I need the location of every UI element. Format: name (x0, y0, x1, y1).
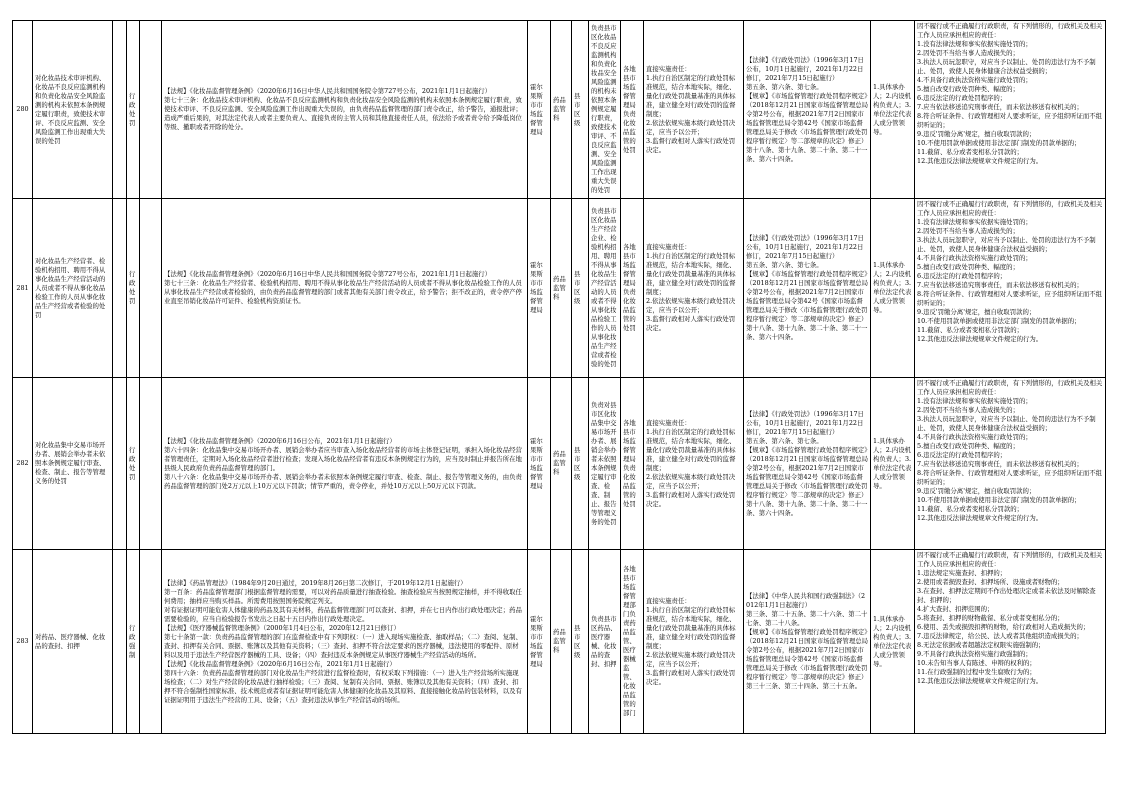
accountability-situations (915, 21, 1106, 199)
duty-law-basis-line: 【法律】《行政处罚法》（1996年3月17日公布，10月1日起施行，2021年1月22日修订，2021年7月15日起施行） (746, 55, 864, 82)
accountability-situations-line: 8.符合听证条件、行政管理相对人要求听证，应予组织听证而不组织听证的； (917, 112, 1103, 129)
accountability-situations-line: 3.执法人员玩忽职守，对应当予以制止、处罚的违法行为不予制止、处罚，致使人民身体健康合法权益受损的； (917, 415, 1096, 432)
duty-law-basis-line: 第五条、第六条、第七条。 (746, 82, 823, 91)
accountability-situations (915, 378, 1106, 550)
accountability-situations-line: 6.违反法定的行政处罚程序的； (917, 451, 1007, 459)
accountable-subject: 1.具体承办人；2.内设机构负责人；3.单位法定代表人或分管领导。 (871, 199, 915, 378)
duty-law-basis-line: 【规章】《市场监督管理行政处罚程序规定》（2018年12月21日国家市场监督管理总局令第2号公布，根据2021年7月2日国家市场监督管理总局令第42号《国家市场监督管理总局关于修改〈市场监督管理行政处罚程序暂行规定〉等二部规章的决定》修正） (746, 270, 868, 323)
accountability-situations-line: 8.符合听证条件、行政管理相对人要求听证，应予组织听证而不组织听证的； (917, 290, 1103, 307)
legal-basis-line: 【法律】《药品管理法》（1984年9月20日通过，2019年8月26日第二次修订，于2019年12月1日起施行） (164, 578, 467, 587)
accountable-subject: 1.具体承办人；2.内设机构负责人；3.单位法定代表人或分管领导。 (871, 21, 915, 199)
empty-cell (140, 378, 162, 550)
accountability-situations-line: 6.违反法定的行政处罚程序的； (917, 272, 1007, 280)
accountability-situations-line: 12.其他违反法律法规规章文件规定的行为。 (917, 157, 1043, 165)
accountability-situations-line: 12.其他违反法律法规规章文件规定的行为。 (917, 677, 1043, 685)
accountability-situations-line: 11.截留、私分或者变相私分罚款的； (917, 148, 1024, 156)
legal-basis (162, 199, 528, 378)
duty-content-line: 1.执行自治区制定的行政处罚标准规范，结合本地实际，细化、量化行政处罚裁量基准的具体标准，建立健全对行政处罚的监督制度； (646, 605, 736, 650)
department-name: 药品监管科 (551, 550, 572, 734)
duty-content-line: 直接实施责任： (646, 418, 691, 427)
item-name: 对药品、医疗器械、化妆品的查封、扣押 (33, 550, 113, 734)
duty-law-basis-line: 【规章】《市场监督管理行政处罚程序规定》（2018年12月21日国家市场监督管理总局令第2号公布，根据2021年7月2日国家市场监督管理总局令第42号《国家市场监督管理总局关于修改〈市场监督管理行政处罚程序暂行规定〉等二部规章的决定》修正） (746, 91, 868, 145)
duty-content-line: 2.依法依规实施本级行政处罚决定，应当予以公开； (646, 118, 736, 136)
empty-cell (113, 199, 127, 378)
empty-cell (113, 378, 127, 550)
agency-name: 霍尔果斯市市场监督管理局 (528, 550, 551, 734)
accountability-situations-line: 11.截留、私分或者变相私分罚款的； (917, 505, 1024, 513)
accountability-situations-line: 11.截留、私分或者变相私分罚款的； (917, 326, 1024, 334)
legal-basis-line: 第七十三条：化妆品技术审评机构、化妆品不良反应监测机构和负责化妆品安全风险监测的机构未依照本条例规定履行职责，致使技术审评、不良反应监测、安全风险监测工作出现重大失误的，由负责药品监督管理的部门责令改正，给予警告，通报批评；造成严重后果的，对其法定代表人或者主要负责人、直接负责的主管人员和其他直接责任人员，依法给予或者责令给予降低岗位等级、撤职或者开除的处分。 (164, 96, 522, 131)
row-number: 280 (13, 21, 33, 199)
responsibility-subject: 负责县市区化妆品生产经营企业、检验机构招用、聘用不得从事化妆品生产经营活动的人员或者不得从事化妆品检验工作的人员从事化妆品生产经营或者检验的处罚 (589, 199, 621, 378)
duty-content-line: 直接实施责任： (646, 243, 691, 251)
duty-law-basis-line: 第十八条、第十九条、第二十条、第二十一条、第六十四条。 (746, 145, 868, 163)
duty-content-line: 2.依法依规实施本级行政处罚决定，应当予以公开； (646, 472, 736, 490)
legal-basis-line: 【法规】《医疗器械监督管理条例》（2000年1月4日公布，2020年12月21日修订） (164, 623, 400, 632)
agency-name: 霍尔果斯市市场监督管理局 (528, 199, 551, 378)
accountability-situations-line: 8.无法定依据或者超越法定权限实施强制的； (917, 641, 1045, 649)
duty-law-basis (744, 199, 871, 378)
duty-law-basis-line: 【规章】《市场监督管理行政处罚程序规定》（2018年12月21日国家市场监督管理总局令第2号公布，根据2021年7月2日国家市场监督管理总局令第42号《国家市场监督管理总局关于修改〈市场监督管理行政处罚程序暂行规定〉等二部规章的决定》修正） (746, 628, 868, 681)
agency-name: 霍尔果斯市市场监督管理局 (528, 21, 551, 199)
accountability-situations-line: 10.不使用罚款单据或使用非法定部门制发的罚款单据的； (917, 496, 1081, 504)
accountability-situations-line: 4.不具备行政执法资格实施行政处罚的； (917, 254, 1032, 262)
accountability-situations-line: 2.因处罚不当给当事人造成损失的； (917, 49, 1019, 57)
legal-basis-line: 【法规】《化妆品监督管理条例》（2020年6月16日中华人民共和国国务院令第727号公布，2021年1月1日起施行） (164, 270, 492, 278)
empty-cell (140, 21, 162, 199)
accountability-situations-line: 5.将查封、扣押的财物截留、私分或者变相私分的； (917, 614, 1064, 622)
accountability-situations-line: 6.使用、丢失或损毁扣押的财物，给行政相对人造成损失的； (917, 623, 1090, 631)
accountability-situations (915, 550, 1106, 734)
power-list-table (12, 20, 1106, 734)
accountability-situations-line: 4.扩大查封、扣押范围的； (917, 605, 994, 613)
duty-content-line: 3.监督行政相对人落实行政处罚决定。 (646, 490, 736, 508)
duty-department: 各地县市场监督管理局负责化妆品监管的处罚 (621, 378, 644, 550)
empty-cell (113, 21, 127, 199)
duty-content (644, 550, 744, 734)
duty-law-basis-line: 【规章】《市场监督管理行政处罚程序规定》（2018年12月21日国家市场监督管理总局令第2号公布，根据2021年7月2日国家市场监督管理总局令第42号《国家市场监督管理总局关于修改〈市场监督管理行政处罚程序暂行规定〉等二部规章的决定》修正） (746, 445, 868, 499)
accountability-situations-line: 3.执法人员玩忽职守，对应当予以制止、处罚的违法行为不予制止、处罚，致使人民身体健康合法权益受损的； (917, 58, 1096, 75)
duty-content (644, 378, 744, 550)
legal-basis-line: 【法规】《化妆品监督管理条例》（2020年6月16日公布，2021年1月1日起施行） (164, 659, 396, 668)
accountability-situations-line: 1.没有法律法规和事实依据实施处罚的； (917, 397, 1032, 405)
duty-content-line: 直接实施责任： (646, 596, 691, 605)
accountability-situations-line: 2.使用或者损毁查封、扣押场所、设施或者财物的； (917, 578, 1064, 586)
accountable-subject: 1.具体承办人；2.内设机构负责人；3.单位法定代表人或分管领导。 (871, 378, 915, 550)
legal-basis-line: 第六十四条：化妆品集中交易市场开办者、展销会举办者应当审查入场化妆品经营者的市场主体登记证明，承担入场化妆品经营者管理责任，定期对入场化妆品经营者进行检查；发现入场化妆品经营者有违反本条例规定行为的，应当及时制止并报告所在地县级人民政府负责药品监督管理的部门。 (164, 445, 522, 472)
accountability-situations-line: 11.在行政强制的过程中发生腐败行为的； (917, 668, 1036, 676)
row-number: 282 (13, 378, 33, 550)
legal-basis (162, 378, 528, 550)
table-row (13, 199, 1106, 378)
accountability-situations-line: 因不履行或不正确履行行政职责，有下列情形的，行政机关及相关工作人员应承担相应的责任： (917, 22, 1103, 39)
legal-basis-line: 【法规】《化妆品监督管理条例》（2020年6月16日中华人民共和国国务院令第727号公布，2021年1月1日起施行） (164, 87, 492, 95)
duty-law-basis-line: 第三十三条、第三十四条、第三十五条。 (746, 682, 862, 690)
accountability-situations-line: 2.因处罚不当给当事人造成损失的； (917, 406, 1019, 414)
accountability-situations-line: 3.执法人员玩忽职守，对应当予以制止、处罚的违法行为不予制止、处罚，致使人民身体健康合法权益受损的； (917, 236, 1096, 253)
accountability-situations-line: 7.应当依法移送追究刑事责任，而未依法移送有权机关的； (917, 460, 1083, 468)
duty-law-basis-line: 第十八条、第十九条、第二十条、第二十一条、第六十四条。 (746, 499, 868, 517)
agency-name: 霍尔果斯市市场监督管理局 (528, 378, 551, 550)
responsibility-subject: 负责县市区药品、医疗器械、化妆品的查封、扣押 (589, 550, 621, 734)
responsibility-subject: 负责对县市区化妆品集中交易市场开办者、展销会举办者未依照本条例规定履行审查、检查、制止、报告等管理义务的处罚 (589, 378, 621, 550)
admin-level: 县市区级 (572, 550, 589, 734)
accountability-situations-line: 因不履行或不正确履行行政职责，有下列情形的，行政机关及相关工作人员应承担相应的责任： (917, 200, 1103, 217)
duty-content-line: 2.依法依规实施本级行政处罚决定，应当予以公开； (646, 297, 736, 314)
accountability-situations-line: 5.擅自改变行政处罚种类、幅度的； (917, 85, 1019, 93)
duty-law-basis-line: 第五条、第六条、第七条。 (746, 261, 823, 269)
accountability-situations-line: 7.应当依法移送追究刑事责任，而未依法移送有权机关的； (917, 281, 1083, 289)
item-type: 行政处罚 (127, 378, 140, 550)
empty-cell (140, 199, 162, 378)
accountability-situations-line: 5.擅自改变行政处罚种类、幅度的； (917, 263, 1019, 271)
item-name: 对化妆品技术审评机构、化妆品不良反应监测机构和负责化妆品安全风险监测的机构未依照本条例规定履行职责，致使技术审评、不良反应监测、安全风险监测工作出现重大失误的处罚 (33, 21, 113, 199)
duty-content-line: 3.监督行政相对人落实行政处罚决定。 (646, 136, 736, 154)
duty-law-basis-line: 第十八条、第十九条、第二十条、第二十一条、第六十四条。 (746, 324, 868, 341)
item-type: 行政处罚 (127, 21, 140, 199)
accountability-situations (915, 199, 1106, 378)
accountability-situations-line: 12.其他违反法律法规规章文件规定的行为。 (917, 514, 1043, 522)
admin-level: 县市区级 (572, 199, 589, 378)
legal-basis (162, 550, 528, 734)
legal-basis-line: 对有证据证明可能危害人体健康的药品及其有关材料，药品监督管理部门可以查封、扣押，并在七日内作出行政处理决定；药品需要检验的，应当自检验报告书发出之日起十五日内作出行政处理决定。 (164, 605, 522, 623)
duty-department: 各地县市场监督管理局负责化妆品监管的处罚 (621, 199, 644, 378)
duty-law-basis (744, 21, 871, 199)
accountability-situations-line: 7.应当依法移送追究刑事责任，而未依法移送有权机关的； (917, 103, 1083, 111)
row-number: 281 (13, 199, 33, 378)
accountability-situations-line: 因不履行或不正确履行行政职责，有下列情形的，行政机关及相关工作人员应承担相应的责任： (917, 379, 1103, 396)
legal-basis-line: 第八十六条：化妆品集中交易市场开办者、展销会举办者未依照本条例规定履行审查、检查、制止、报告等管理义务的，由负责药品监督管理的部门处2万元以上10万元以下罚款；情节严重的，责令停业，并处10万元以上50万元以下罚款。 (164, 472, 522, 490)
duty-department: 各地县市场监督管理部门负责药品监管、医疗器械监管、化妆品监管的部门 (621, 550, 644, 734)
accountability-situations-line: 12.其他违反法律法规规章文件规定的行为。 (917, 335, 1043, 343)
duty-law-basis-line: 第五条、第六条、第七条。 (746, 436, 823, 445)
accountability-situations-line: 7.违反法律规定，给公民、法人或者其他组织造成损失的； (917, 632, 1083, 640)
empty-cell (140, 550, 162, 734)
duty-content-line: 3.监督行政相对人落实行政处罚决定。 (646, 315, 736, 332)
duty-content (644, 21, 744, 199)
accountability-situations-line: 10.未告知当事人有陈述、申辩的权利的； (917, 659, 1036, 667)
row-number: 283 (13, 550, 33, 734)
empty-cell (113, 550, 127, 734)
accountability-situations-line: 5.擅自改变行政处罚种类、幅度的； (917, 442, 1019, 450)
duty-content-line: 1.执行自治区制定的行政处罚标准规范，结合本地实际，细化、量化行政处罚裁量基准的具体标准，建立健全对行政处罚的监督制度； (646, 252, 736, 296)
accountability-situations-line: 1.没有法律法规和事实依据实施处罚的； (917, 40, 1032, 48)
legal-basis (162, 21, 528, 199)
table-row (13, 378, 1106, 550)
duty-department: 各地县市场监督管理局负责化妆品监管的处罚 (621, 21, 644, 199)
duty-law-basis (744, 550, 871, 734)
duty-content-line: 1.执行自治区制定的行政处罚标准规范，结合本地实际，细化、量化行政处罚裁量基准的具体标准，建立健全对行政处罚的监督制度； (646, 427, 736, 472)
item-type: 行政强制 (127, 550, 140, 734)
accountability-situations-line: 2.因处罚不当给当事人造成损失的； (917, 227, 1019, 235)
department-name: 药品监管科 (551, 199, 572, 378)
duty-content-line: 3.监督行政相对人落实行政处罚决定。 (646, 668, 736, 686)
admin-level: 县市区级 (572, 21, 589, 199)
accountability-situations-line: 8.符合听证条件、行政管理相对人要求听证，应予组织听证而不组织听证的； (917, 469, 1103, 486)
accountability-situations-line: 9.不具备行政执法资格实施行政强制的； (917, 650, 1032, 658)
accountability-situations-line: 3.在查封、扣押法定期间不作出处理决定或者未依法及时解除查封、扣押的； (917, 587, 1096, 604)
accountability-situations-line: 9.违反'罚缴分离'规定，擅自收取罚款的； (917, 308, 1036, 316)
table-row (13, 550, 1106, 734)
item-name: 对化妆品生产经营者、检验机构招用、聘用不得从事化妆品生产经营活动的人员或者不得从事化妆品检验工作的人员从事化妆品生产经营或者检验的处罚 (33, 199, 113, 378)
item-type: 行政处罚 (127, 199, 140, 378)
legal-basis-line: 第一百条：药品监督管理部门根据监督管理的需要，可以对药品质量进行抽查检验。抽查检验应当按照规定抽样，并不得收取任何费用；抽样应当购买样品。所需费用按照国务院规定列支。 (164, 587, 522, 605)
accountability-situations-line: 1.没有法律法规和事实依据实施处罚的； (917, 218, 1032, 226)
admin-level: 县市区级 (572, 378, 589, 550)
accountability-situations-line: 4.不具备行政执法资格实施行政处罚的； (917, 76, 1032, 84)
legal-basis-line: 【法规】《化妆品监督管理条例》（2020年6月16日公布，2021年1月1日起施行） (164, 436, 396, 445)
item-name: 对化妆品集中交易市场开办者、展销会举办者未依照本条例规定履行审查、检查、制止、报告等管理义务的处罚 (33, 378, 113, 550)
accountable-subject: 1.具体承办人；2.内设机构负责人；3.单位法定代表人或分管领导。 (871, 550, 915, 734)
accountability-situations-line: 6.违反法定的行政处罚程序的； (917, 94, 1007, 102)
responsibility-subject: 负责县市区化妆品不良反应监测机构和负责化妆品安全风险监测的机构未依照本条例规定履行职责，致使技术审评、不良反应监测、安全风险监测工作出现重大失误的处罚 (589, 21, 621, 199)
department-name: 药品监管科 (551, 378, 572, 550)
accountability-situations-line: 9.违反'罚缴分离'规定，擅自收取罚款的； (917, 130, 1036, 138)
legal-basis-line: 第四十六条：负责药品监督管理的部门对化妆品生产经营进行监督检查时，有权采取下列措施：（一）进入生产经营场所实施现场检查；（二）对生产经营的化妆品进行抽样检验；（三）查阅、复制有关合同、票据、账簿以及其他有关资料；（四）查封、扣押不符合强制性国家标准、技术规范或者有证据证明可能危害人体健康的化妆品及其原料、直接接触化妆品的包装材料，以及有证据证明用于违法生产经营的工具、设备；（五）查封违法从事生产经营活动的场所。 (164, 668, 522, 704)
legal-basis-line: 第七十条第一款：负责药品监督管理的部门在监督检查中有下列职权：（一）进入现场实施检查、抽取样品；（二）查阅、复制、查封、扣押有关合同、票据、账簿以及其他有关资料；（三）查封、扣押不符合法定要求的医疗器械，违法使用的零配件、原材料以及用于违法生产经营医疗器械的工具、设备；（四）查封违反本条例规定从事医疗器械生产经营活动的场所。 (164, 632, 522, 659)
duty-law-basis (744, 378, 871, 550)
accountability-situations-line: 因不履行或不正确履行行政职责，有下列情形的，行政机关及相关工作人员应承担相应的责任： (917, 551, 1103, 568)
duty-law-basis-line: 第三条、第二十五条、第二十六条、第二十七条、第二十八条。 (746, 610, 868, 627)
duty-content-line: 直接实施责任： (646, 64, 691, 73)
accountability-situations-line: 10.不使用罚款单据或使用非法定部门制发的罚款单据的； (917, 317, 1081, 325)
accountability-situations-line: 9.违反'罚缴分离'规定，擅自收取罚款的； (917, 487, 1036, 495)
accountability-situations-line: 1.违法规定实施查封、扣押的； (917, 569, 1007, 577)
table-row (13, 21, 1106, 199)
accountability-situations-line: 10.不使用罚款单据或使用非法定部门制发的罚款单据的； (917, 139, 1081, 147)
duty-law-basis-line: 【法律】《中华人民共和国行政强制法》（2012年1月1日起施行） (746, 592, 866, 609)
duty-law-basis-line: 【法律】《行政处罚法》（1996年3月17日公布，10月1日起施行，2021年1月22日修订，2021年7月15日起施行） (746, 409, 864, 436)
department-name: 药品监管科 (551, 21, 572, 199)
duty-content-line: 2.依法依规实施本级行政处罚决定，应当予以公开； (646, 650, 736, 668)
duty-content-line: 1.执行自治区制定的行政处罚标准规范，结合本地实际，细化、量化行政处罚裁量基准的具体标准，建立健全对行政处罚的监督制度； (646, 73, 736, 118)
accountability-situations-line: 4.不具备行政执法资格实施行政处罚的； (917, 433, 1032, 441)
duty-content (644, 199, 744, 378)
legal-basis-line: 第七十三条：化妆品生产经营者、检验机构招用、聘用不得从事化妆品生产经营活动的人员或者不得从事化妆品检验工作的人员从事化妆品生产经营或者检验的，由负责药品监督管理的部门或者其他有关部门责令改正，给予警告；拒不改正的，责令停产停业直至吊销化妆品许可证件、检验机构资质证书。 (164, 279, 522, 305)
duty-law-basis-line: 【法律】《行政处罚法》（1996年3月17日公布，10月1日起施行，2021年1月22日修订，2021年7月15日起施行） (746, 234, 864, 260)
